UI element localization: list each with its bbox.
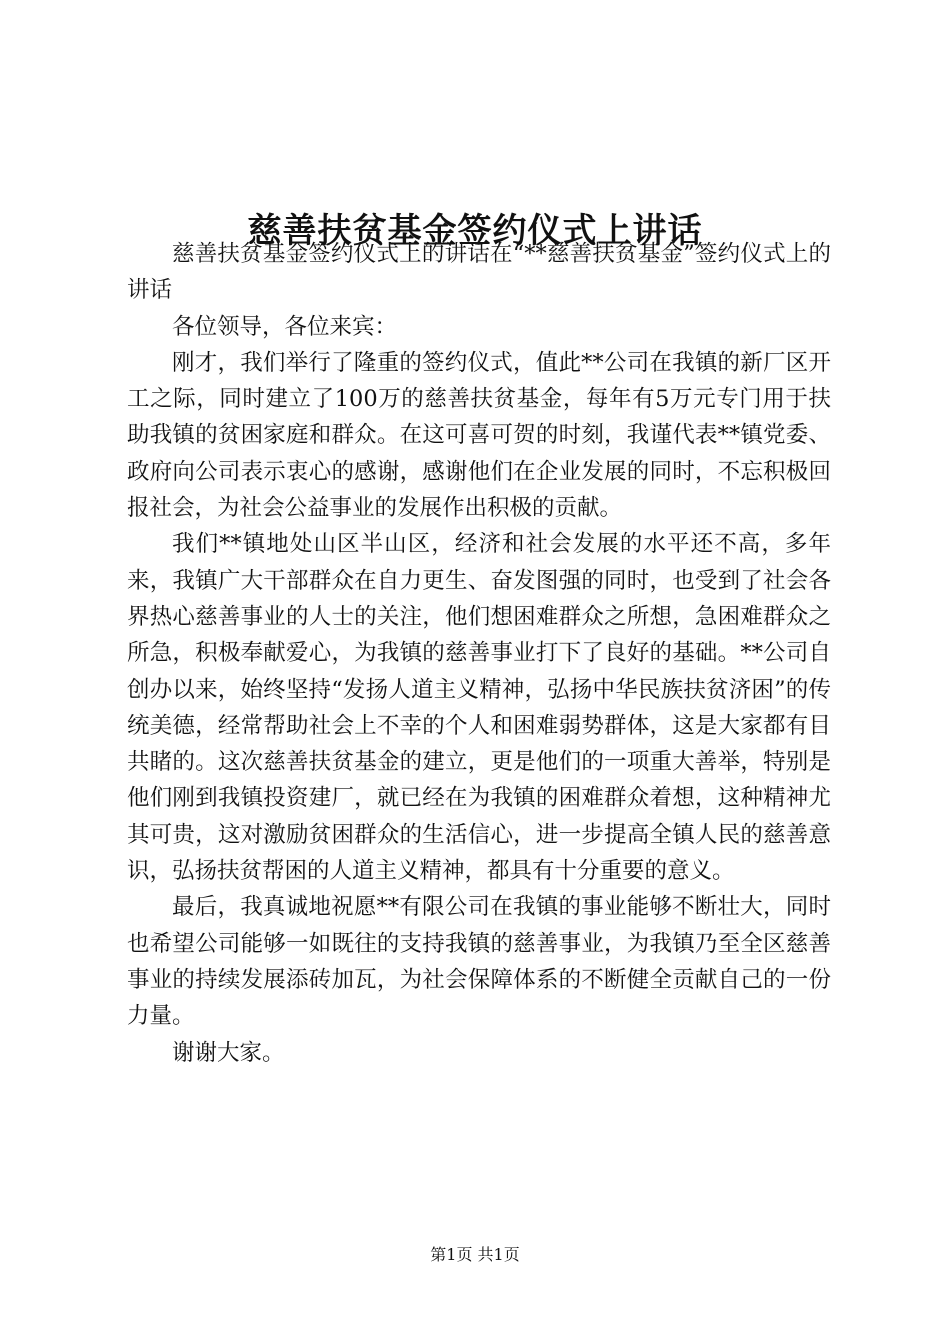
page-number-footer: 第1页 共1页 xyxy=(430,1245,520,1264)
paragraph-closing: 最后，我真诚地祝愿**有限公司在我镇的事业能够不断壮大，同时也希望公司能够一如既往的支持我镇的慈善事业，为我镇乃至全区慈善事业的持续发展添砖加瓦，为社会保障体系的不断健全贡献自己的一份力量。 xyxy=(127,894,831,1030)
document-body xyxy=(127,236,831,1071)
paragraph-intro: 慈善扶贫基金签约仪式上的讲话在“**慈善扶贫基金”签约仪式上的讲话 xyxy=(127,241,831,304)
document-title: 慈善扶贫基金签约仪式上讲话 xyxy=(247,210,703,251)
paragraph-main: 我们**镇地处山区半山区，经济和社会发展的水平还不高，多年来，我镇广大干部群众在自力更生、奋发图强的同时，也受到了社会各界热心慈善事业的人士的关注，他们想困难群众之所想，急困难群众之所急，积极奉献爱心，为我镇的慈善事业打下了良好的基础。**公司自创办以来，始终坚持“发扬人道主义精神，弘扬中华民族扶贫济困”的传统美德，经常帮助社会上不幸的个人和困难弱势群体，这是大家都有目共睹的。这次慈善扶贫基金的建立，更是他们的一项重大善举，特别是他们刚到我镇投资建厂，就已经在为我镇的困难群众着想，这种精神尤其可贵，这对激励贫困群众的生活信心，进一步提高全镇人民的慈善意识，弘扬扶贫帮困的人道主义精神，都具有十分重要的意义。 xyxy=(127,531,831,885)
paragraph-thanks: 谢谢大家。 xyxy=(172,1039,285,1066)
paragraph-salutation: 各位领导，各位来宾： xyxy=(172,313,398,340)
paragraph-opening: 刚才，我们举行了隆重的签约仪式，值此**公司在我镇的新厂区开工之际，同时建立了100万的慈善扶贫基金，每年有5万元专门用于扶助我镇的贫困家庭和群众。在这可喜可贺的时刻，我谨代表**镇党委、政府向公司表示衷心的感谢，感谢他们在企业发展的同时，不忘积极回报社会，为社会公益事业的发展作出积极的贡献。 xyxy=(127,349,831,522)
